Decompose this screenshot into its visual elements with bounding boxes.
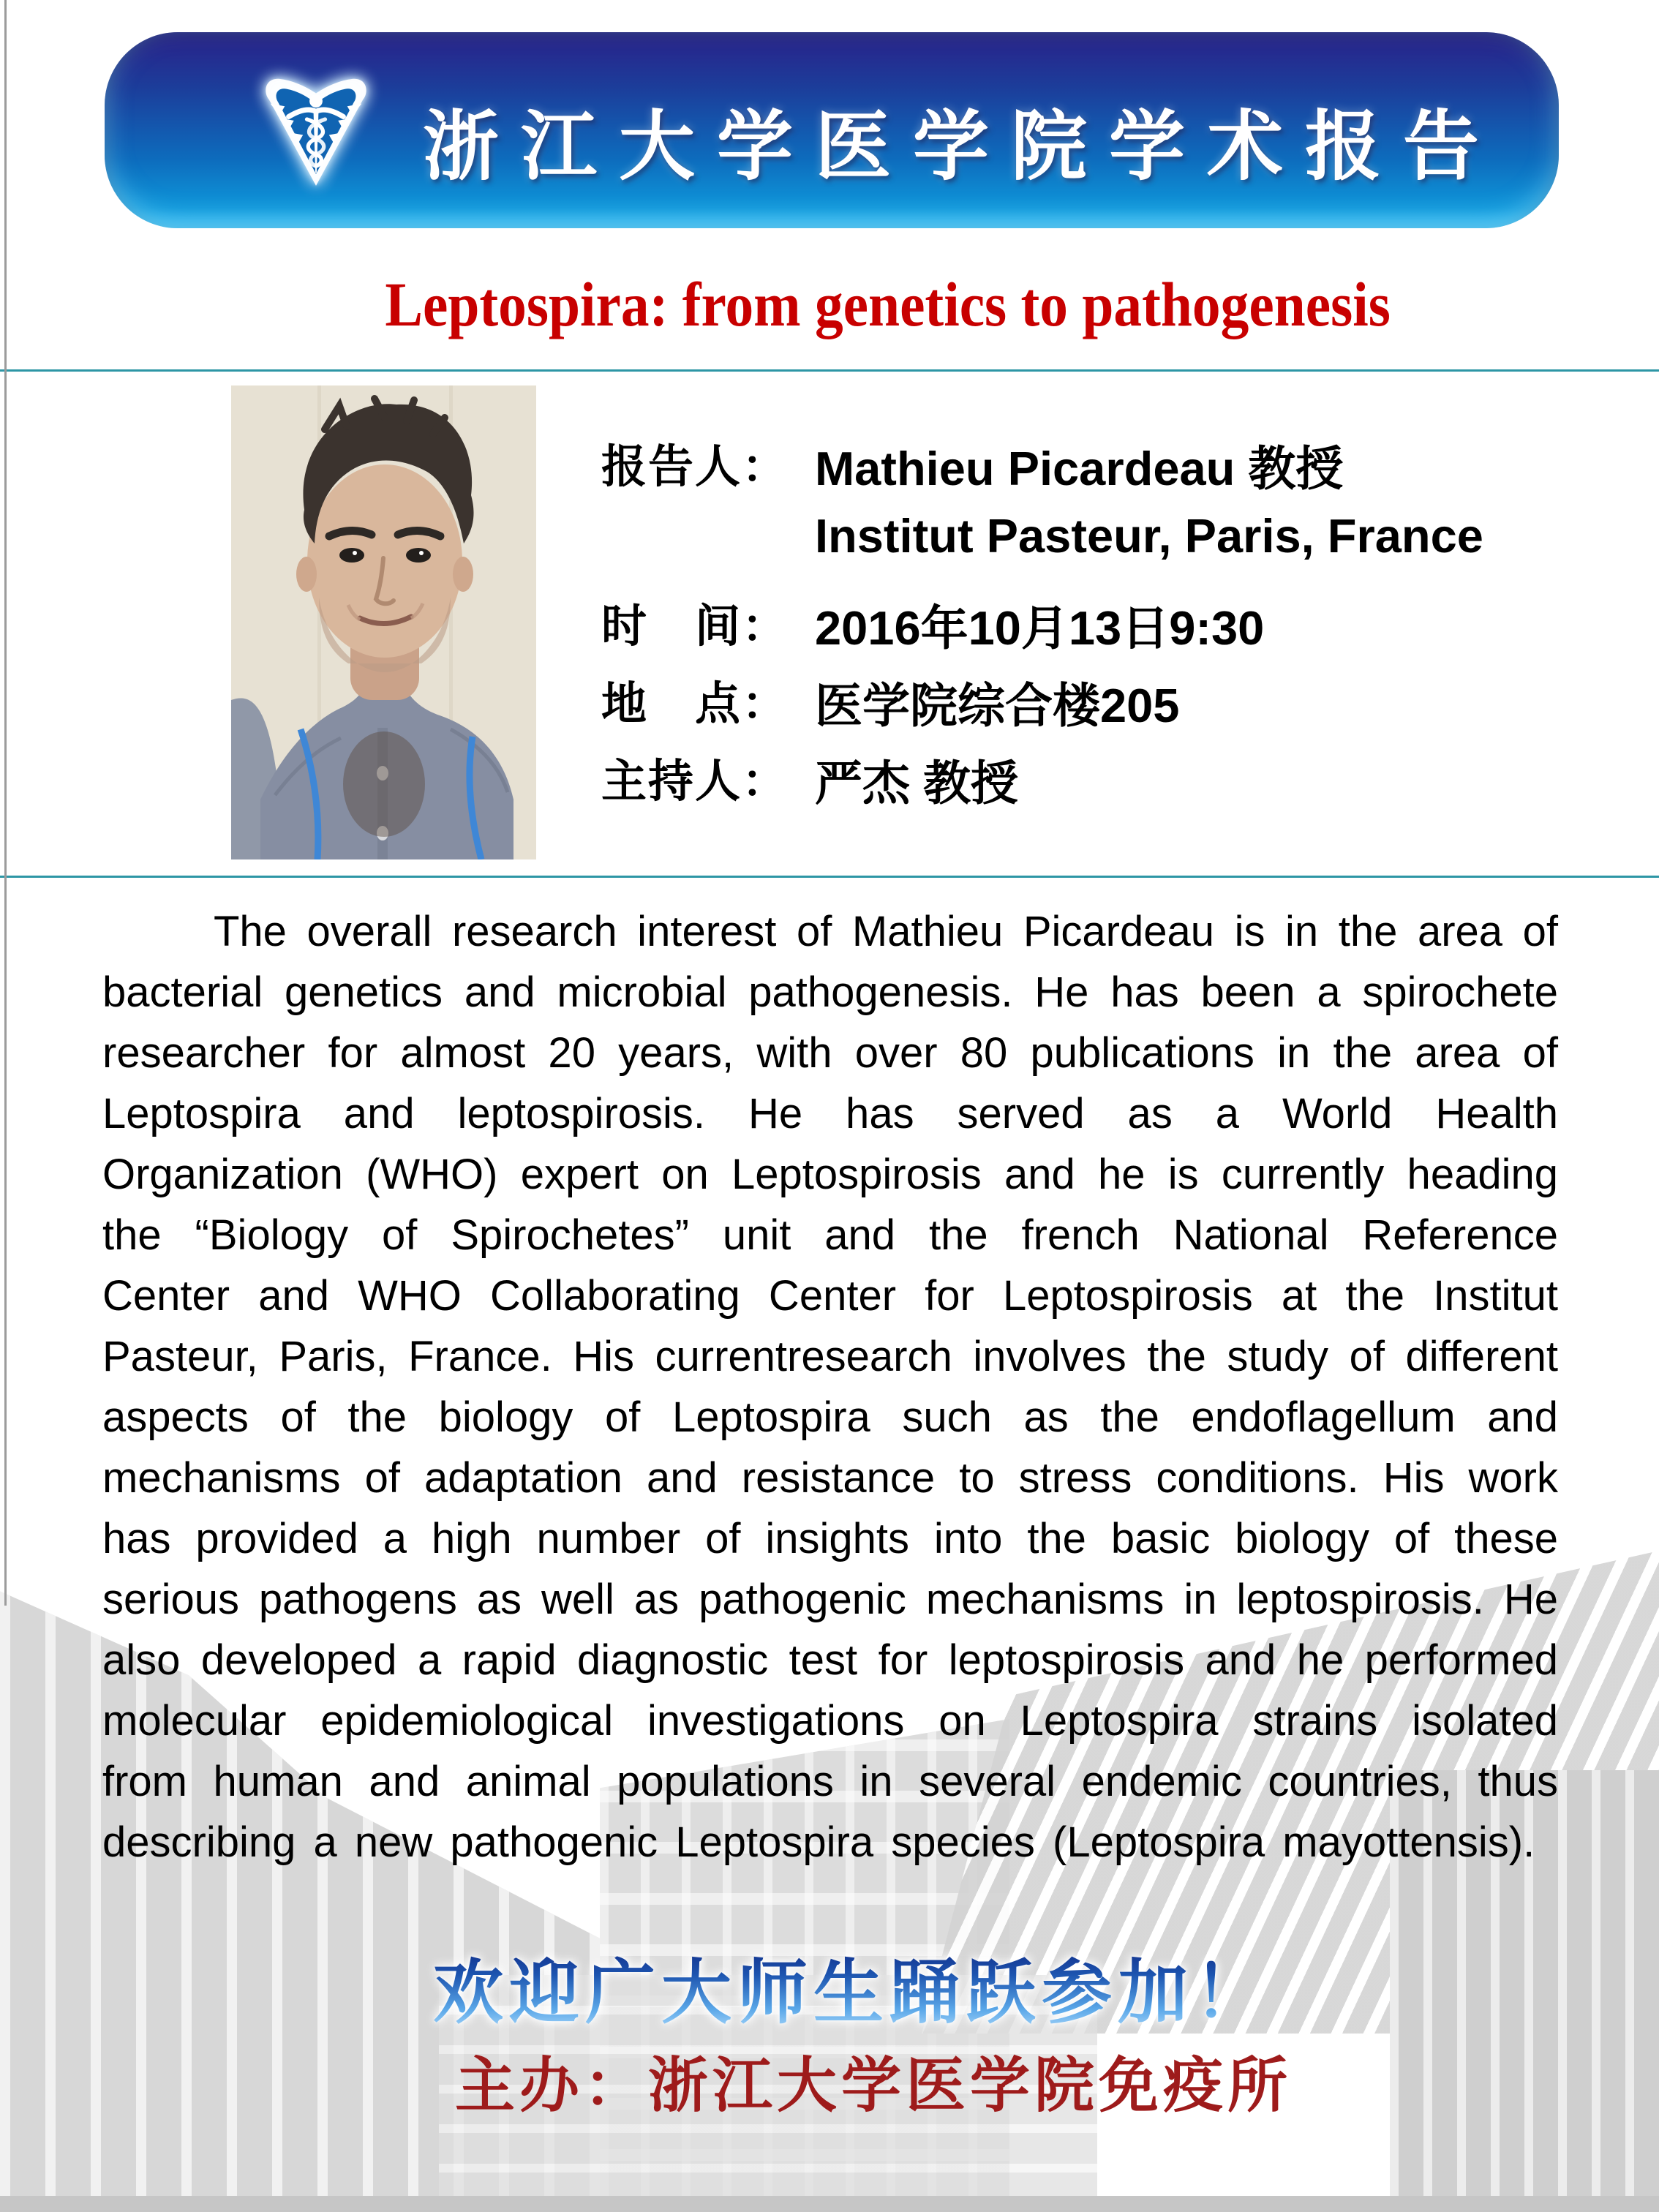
info-label: 报告人： xyxy=(601,442,789,492)
bottom-gray-strip xyxy=(0,2196,1659,2212)
info-value: 2016年10月13日9:30 xyxy=(815,601,1265,655)
divider-middle xyxy=(0,876,1659,878)
left-margin-line xyxy=(4,0,7,1606)
lecture-title xyxy=(0,268,1659,341)
info-row-speaker xyxy=(601,430,1343,499)
caduceus-icon xyxy=(251,67,381,196)
lecture-title-text: Leptospira: from genetics to pathogenesis xyxy=(385,269,1391,339)
speaker-photo xyxy=(231,385,536,859)
info-value: 医学院综合楼205 xyxy=(815,679,1180,732)
info-row-host xyxy=(601,745,1018,813)
info-row-location xyxy=(601,667,1179,736)
divider-top xyxy=(0,369,1659,372)
abstract-paragraph: The overall research interest of Mathieu Picardeau is in the area of bacterial genetics and microbial pathogenesis. He has been a spirochete researcher for almost 20 years, with over 80 publications in the area of Leptospira and leptospirosis. He has served as a World Health Organization (WHO) expert on Leptospirosis and he is currently heading the “Biology of Spirochetes” unit and the french National Reference Center and WHO Collaborating Center for Leptospirosis at the Institut Pasteur, Paris, France. His currentresearch involves the study of different aspects of the biology of Leptospira such as the endoflagellum and mechanisms of adaptation and resistance to stress conditions. His work has provided a high number of insights into the basic biology of these serious pathogens as well as pathogenic mechanisms in leptospirosis. He also developed a rapid diagnostic test for leptospirosis and he performed molecular epidemiological investigations on Leptospira strains isolated from human and animal populations in several endemic countries, thus describing a new pathogenic Leptospira species (Leptospira mayottensis). xyxy=(102,908,1558,1866)
info-label: 主持人： xyxy=(601,756,789,807)
info-value: Mathieu Picardeau 教授 xyxy=(815,442,1344,495)
organizer-line: 主办：浙江大学医学院免疫所 xyxy=(454,2053,1292,2119)
info-row-affiliation xyxy=(601,508,1483,563)
info-row-time xyxy=(601,590,1264,658)
welcome-line: 欢迎广大师生踊跃参加！ xyxy=(0,1937,1659,2037)
info-value: 严杰 教授 xyxy=(815,756,1019,810)
info-value: Institut Pasteur, Paris, France xyxy=(815,509,1483,563)
banner-title: 浙江大学医学院学术报告 xyxy=(423,105,1502,189)
header-banner xyxy=(105,32,1559,228)
info-label: 地 点： xyxy=(601,679,789,729)
info-label: 时 间： xyxy=(601,601,789,652)
